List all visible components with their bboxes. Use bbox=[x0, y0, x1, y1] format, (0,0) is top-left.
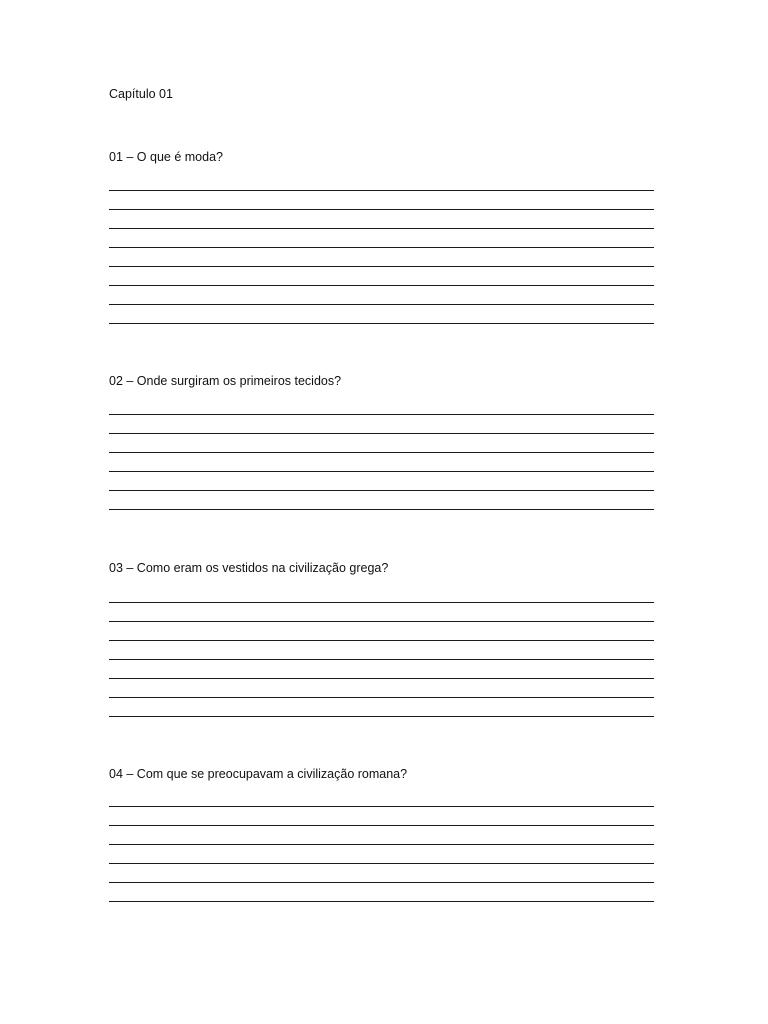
answer-line bbox=[109, 901, 654, 902]
question-1: 01 – O que é moda? bbox=[109, 150, 223, 164]
answer-line bbox=[109, 190, 654, 191]
answer-line bbox=[109, 509, 654, 510]
answer-line bbox=[109, 285, 654, 286]
answer-line bbox=[109, 228, 654, 229]
answer-line bbox=[109, 266, 654, 267]
answer-line bbox=[109, 697, 654, 698]
answer-line bbox=[109, 209, 654, 210]
answer-line bbox=[109, 659, 654, 660]
answer-line bbox=[109, 825, 654, 826]
answer-line bbox=[109, 452, 654, 453]
answer-line bbox=[109, 433, 654, 434]
answer-line bbox=[109, 621, 654, 622]
chapter-title: Capítulo 01 bbox=[109, 87, 173, 101]
answer-line bbox=[109, 490, 654, 491]
answer-line bbox=[109, 640, 654, 641]
answer-line bbox=[109, 602, 654, 603]
answer-line bbox=[109, 247, 654, 248]
answer-line bbox=[109, 323, 654, 324]
answer-line bbox=[109, 304, 654, 305]
question-4: 04 – Com que se preocupavam a civilização romana? bbox=[109, 767, 408, 781]
answer-line bbox=[109, 806, 654, 807]
answer-line bbox=[109, 863, 654, 864]
answer-line bbox=[109, 882, 654, 883]
answer-line bbox=[109, 414, 654, 415]
answer-line bbox=[109, 844, 654, 845]
answer-line bbox=[109, 678, 654, 679]
answer-line bbox=[109, 471, 654, 472]
question-3: 03 – Como eram os vestidos na civilização grega? bbox=[109, 561, 389, 575]
question-2: 02 – Onde surgiram os primeiros tecidos? bbox=[109, 374, 342, 388]
answer-line bbox=[109, 716, 654, 717]
